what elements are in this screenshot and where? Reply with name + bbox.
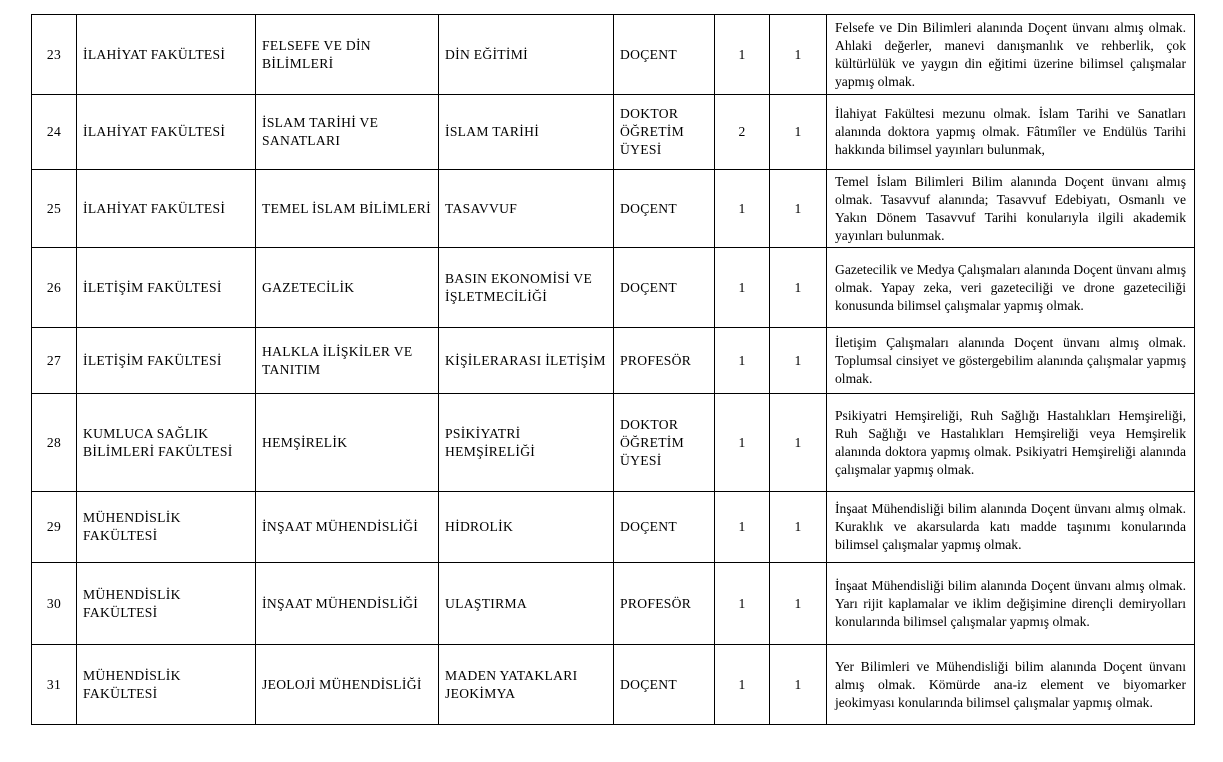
department-cell: GAZETECİLİK <box>256 248 439 328</box>
conditions-cell <box>827 563 1195 645</box>
count-cell-2: 1 <box>770 394 827 492</box>
count-cell-2: 1 <box>770 563 827 645</box>
conditions-cell <box>827 15 1195 95</box>
field-cell: İSLAM TARİHİ <box>439 95 614 170</box>
field-cell: TASAVVUF <box>439 170 614 248</box>
faculty-cell: MÜHENDİSLİK FAKÜLTESİ <box>77 492 256 563</box>
count-cell-2: 1 <box>770 95 827 170</box>
faculty-cell: İLAHİYAT FAKÜLTESİ <box>77 170 256 248</box>
table-row <box>32 95 1195 170</box>
field-cell: PSİKİYATRİ HEMŞİRELİĞİ <box>439 394 614 492</box>
table-row <box>32 563 1195 645</box>
count-cell: 1 <box>715 645 770 725</box>
title-cell: DOKTOR ÖĞRETİM ÜYESİ <box>614 394 715 492</box>
department-cell: HEMŞİRELİK <box>256 394 439 492</box>
row-number: 28 <box>32 394 77 492</box>
row-number: 26 <box>32 248 77 328</box>
count-cell-2: 1 <box>770 15 827 95</box>
conditions-cell <box>827 170 1195 248</box>
conditions-text: Psikiyatri Hemşireliği, Ruh Sağlığı Hastalıkları Hemşireliği, Ruh Sağlığı ve Hastalıkları Hemşireliği veya Hemşirelik alanında doktora yapmış olmak. Psikiyatri Hemşireliği alanında çalışmalar yapmış olmak. <box>835 407 1186 477</box>
department-cell: JEOLOJİ MÜHENDİSLİĞİ <box>256 645 439 725</box>
row-number: 27 <box>32 328 77 394</box>
row-number: 25 <box>32 170 77 248</box>
count-cell-2: 1 <box>770 170 827 248</box>
department-cell: İNŞAAT MÜHENDİSLİĞİ <box>256 492 439 563</box>
count-cell: 1 <box>715 170 770 248</box>
conditions-text: Felsefe ve Din Bilimleri alanında Doçent ünvanı almış olmak. Ahlaki değerler, manevi danışmanlık ve rehberlik, çok kültürlülük ve yaygın din eğitimi üzerine bilimsel çalışmalar yapmış olmak. <box>835 19 1186 89</box>
department-cell: İNŞAAT MÜHENDİSLİĞİ <box>256 563 439 645</box>
faculty-cell: İLAHİYAT FAKÜLTESİ <box>77 95 256 170</box>
faculty-cell: MÜHENDİSLİK FAKÜLTESİ <box>77 645 256 725</box>
count-cell: 1 <box>715 15 770 95</box>
title-cell: PROFESÖR <box>614 328 715 394</box>
title-cell: PROFESÖR <box>614 563 715 645</box>
title-cell: DOÇENT <box>614 15 715 95</box>
field-cell: MADEN YATAKLARI JEOKİMYA <box>439 645 614 725</box>
conditions-cell <box>827 328 1195 394</box>
faculty-cell: MÜHENDİSLİK FAKÜLTESİ <box>77 563 256 645</box>
count-cell: 2 <box>715 95 770 170</box>
title-cell: DOÇENT <box>614 248 715 328</box>
conditions-text: İnşaat Mühendisliği bilim alanında Doçent ünvanı almış olmak. Yarı rijit kaplamalar ve iklim değişimine dirençli demiryolları konularında bilimsel çalışmalar yapmış olmak. <box>835 577 1186 629</box>
table-row <box>32 328 1195 394</box>
count-cell: 1 <box>715 328 770 394</box>
row-number: 31 <box>32 645 77 725</box>
faculty-cell: İLAHİYAT FAKÜLTESİ <box>77 15 256 95</box>
count-cell: 1 <box>715 248 770 328</box>
title-cell: DOKTOR ÖĞRETİM ÜYESİ <box>614 95 715 170</box>
field-cell: DİN EĞİTİMİ <box>439 15 614 95</box>
conditions-cell <box>827 248 1195 328</box>
title-cell: DOÇENT <box>614 492 715 563</box>
department-cell: HALKLA İLİŞKİLER VE TANITIM <box>256 328 439 394</box>
conditions-text: İletişim Çalışmaları alanında Doçent ünvanı almış olmak. Toplumsal cinsiyet ve göstergebilim alanında çalışmalar yapmış olmak. <box>835 334 1186 386</box>
conditions-cell <box>827 95 1195 170</box>
row-number: 24 <box>32 95 77 170</box>
title-cell: DOÇENT <box>614 645 715 725</box>
table-row <box>32 170 1195 248</box>
department-cell: TEMEL İSLAM BİLİMLERİ <box>256 170 439 248</box>
table-row <box>32 645 1195 725</box>
conditions-cell <box>827 394 1195 492</box>
conditions-text: İlahiyat Fakültesi mezunu olmak. İslam Tarihi ve Sanatları alanında doktora yapmış olmak. Fâtımîler ve Endülüs Tarihi hakkında bilimsel yayınları bulunmak, <box>835 106 1186 157</box>
table-row <box>32 248 1195 328</box>
department-cell: FELSEFE VE DİN BİLİMLERİ <box>256 15 439 95</box>
conditions-cell <box>827 645 1195 725</box>
conditions-text: Gazetecilik ve Medya Çalışmaları alanında Doçent ünvanı almış olmak. Yapay zeka, veri gazeteciliği ve drone gazeteciliği konusunda bilimsel çalışmalar yapmış olmak. <box>835 261 1186 313</box>
title-cell: DOÇENT <box>614 170 715 248</box>
field-cell: HİDROLİK <box>439 492 614 563</box>
conditions-cell <box>827 492 1195 563</box>
row-number: 30 <box>32 563 77 645</box>
count-cell: 1 <box>715 563 770 645</box>
table-row <box>32 394 1195 492</box>
table-row <box>32 15 1195 95</box>
conditions-text: Yer Bilimleri ve Mühendisliği bilim alanında Doçent ünvanı almış olmak. Kömürde ana-iz element ve biyomarker jeokimyası konularında bilimsel çalışmalar yapmış olmak. <box>835 658 1186 710</box>
count-cell: 1 <box>715 492 770 563</box>
count-cell-2: 1 <box>770 328 827 394</box>
faculty-cell: İLETİŞİM FAKÜLTESİ <box>77 328 256 394</box>
count-cell-2: 1 <box>770 248 827 328</box>
position-table <box>31 14 1195 725</box>
field-cell: KİŞİLERARASI İLETİŞİM <box>439 328 614 394</box>
field-cell: ULAŞTIRMA <box>439 563 614 645</box>
conditions-text: İnşaat Mühendisliği bilim alanında Doçent ünvanı almış olmak. Kuraklık ve akarsularda katı madde taşınımı konularında bilimsel çalışmalar yapmış olmak. <box>835 501 1186 552</box>
faculty-cell: KUMLUCA SAĞLIK BİLİMLERİ FAKÜLTESİ <box>77 394 256 492</box>
faculty-cell: İLETİŞİM FAKÜLTESİ <box>77 248 256 328</box>
count-cell-2: 1 <box>770 492 827 563</box>
conditions-text: Temel İslam Bilimleri Bilim alanında Doçent ünvanı almış olmak. Tasavvuf alanında; Tasavvuf Edebiyatı, Osmanlı ve Yakın Dönem Tasavvuf Tarihi konularıyla ilgili akademik yayınları bulunmak. <box>835 173 1186 243</box>
count-cell-2: 1 <box>770 645 827 725</box>
field-cell: BASIN EKONOMİSİ VE İŞLETMECİLİĞİ <box>439 248 614 328</box>
row-number: 29 <box>32 492 77 563</box>
document-page <box>31 14 1194 725</box>
row-number: 23 <box>32 15 77 95</box>
count-cell: 1 <box>715 394 770 492</box>
department-cell: İSLAM TARİHİ VE SANATLARI <box>256 95 439 170</box>
table-row <box>32 492 1195 563</box>
